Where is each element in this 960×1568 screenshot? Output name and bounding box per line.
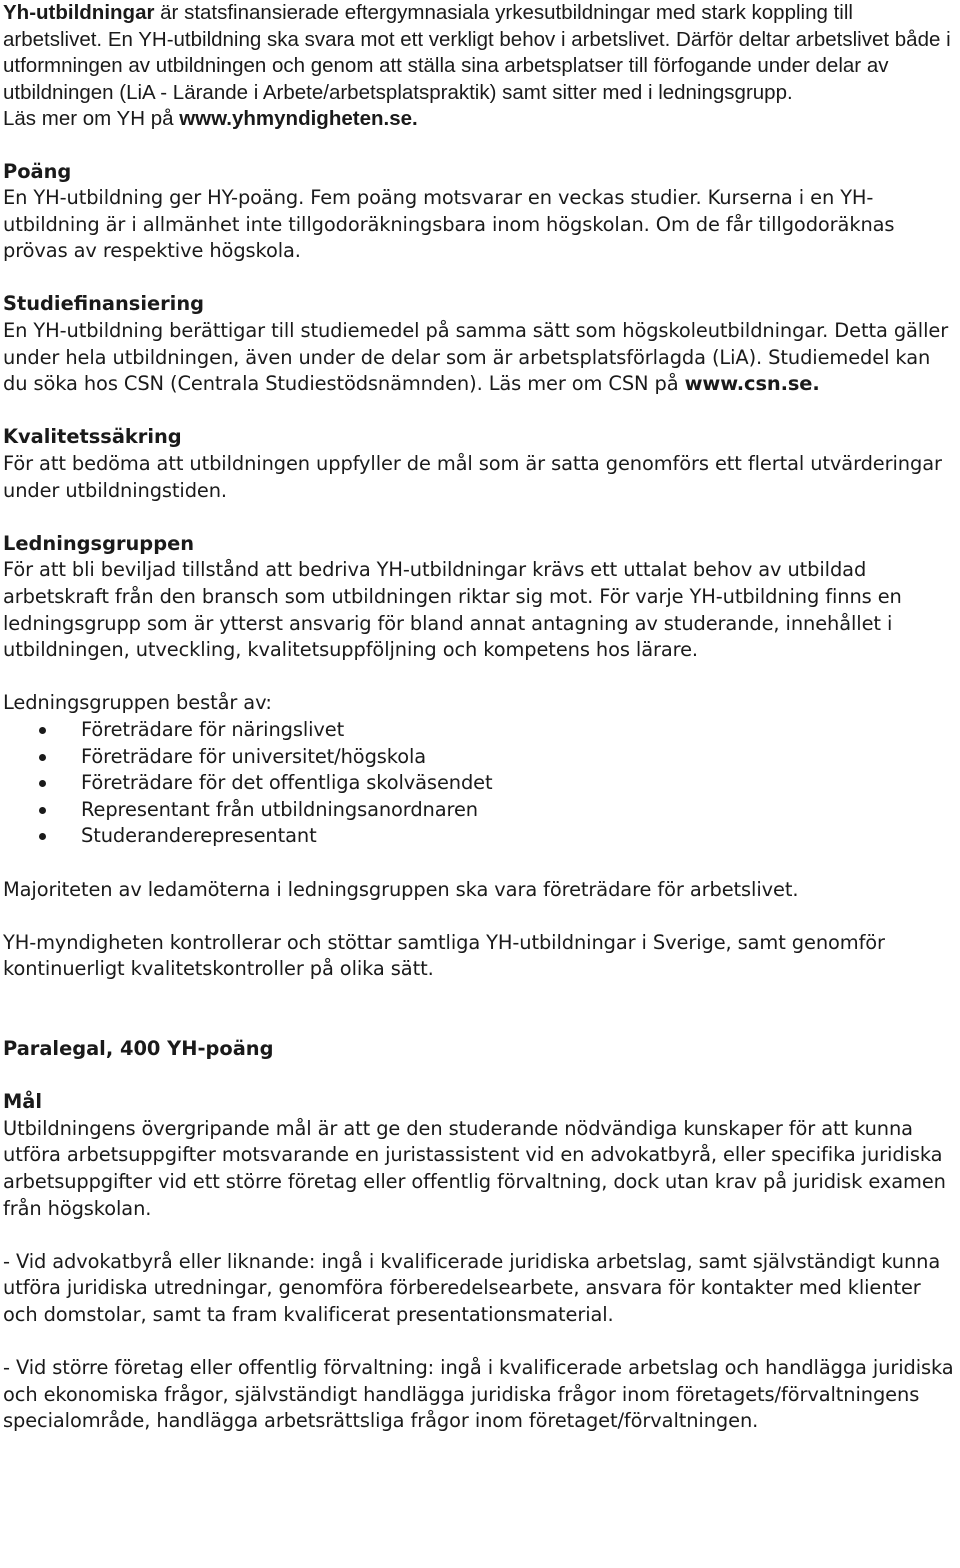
spacer (3, 1222, 957, 1249)
ledningsgruppen-text: För att bli beviljad tillstånd att bedriva YH-utbildningar krävs ett uttalat behov av utbildad arbetskraft från den bransch som utbildningen riktar sig mot. För varje YH-utbildning finns en ledningsgrupp som är ytterst ansvarig för bland annat antagning av studerande, innehållet i utbildningen, utveckling, kvalitetsuppföljning och kompetens hos lärare. (3, 558, 902, 662)
studiefinansiering-text (3, 318, 957, 398)
list-item (3, 770, 957, 797)
csn-link[interactable]: www.csn.se (684, 372, 813, 396)
spacer (3, 265, 957, 292)
intro-readmore-suffix: . (412, 107, 418, 130)
spacer (3, 983, 957, 1010)
spacer (3, 1329, 957, 1356)
spacer (3, 398, 957, 425)
spacer (3, 664, 957, 691)
poang-text: En YH-utbildning ger HY-poäng. Fem poäng motsvarar en veckas studier. Kurserna i en YH-utbildning är i allmänhet inte tillgodoräkningsbara inom högskolan. Om de får tillgodoräknas prövas av respektive högskola. (3, 186, 895, 263)
bullet-icon (39, 807, 46, 814)
studiefinansiering-suffix: . (812, 372, 820, 396)
bullet-icon (39, 833, 46, 840)
list-item-text: Representant från utbildningsanordnaren (81, 797, 478, 821)
intro-text: är statsfinansierade eftergymnasiala yrkesutbildningar med stark koppling till arbetslivet. En YH-utbildning ska svara mot ett verkligt behov i arbetslivet. Därför deltar arbetslivet både i utformningen av utbildningen och genom att ställa sina arbetsplatser till förfogande under delar av utbildningen (LiA - Lärande i Arbete/arbetsplatspraktik) samt sitter med i ledningsgrupp. (3, 1, 951, 104)
list-item (3, 744, 957, 771)
mal-heading: Mål (3, 1090, 43, 1114)
kvalitet-heading: Kvalitetssäkring (3, 425, 182, 449)
mal-advokat-text: - Vid advokatbyrå eller liknande: ingå i kvalificerade juridiska arbetslag, samt självständigt kunna utföra juridiska utredningar, genomföra förberedelsearbete, ansvara för kontakter med klienter och domstolar, samt ta fram kvalificerat presentationsmaterial. (3, 1249, 941, 1327)
bullet-icon (39, 780, 46, 787)
program-heading: Paralegal, 400 YH-poäng (3, 1037, 274, 1061)
document-page (3, 0, 957, 1435)
bullet-icon (39, 727, 46, 734)
spacer (3, 850, 957, 877)
list-item (3, 797, 957, 824)
yhmyndigheten-link[interactable]: www.yhmyndigheten.se (179, 107, 412, 130)
intro-readmore-prefix: Läs mer om YH på (3, 107, 180, 130)
spacer (3, 1010, 957, 1037)
list-item-text: Företrädare för det offentliga skolväsendet (81, 771, 493, 795)
studiefinansiering-body: En YH-utbildning berättigar till studiemedel på samma sätt som högskoleutbildningar. Detta gäller under hela utbildningen, även under de delar som är arbetsplatsförlagda (LiA). Studiemedel kan du söka hos CSN (Centrala Studiestödsnämnden). Läs mer om CSN på (3, 319, 949, 396)
list-item-text: Studeranderepresentant (81, 824, 317, 848)
list-item (3, 717, 957, 744)
poang-heading: Poäng (3, 159, 72, 183)
bullet-icon (39, 754, 46, 761)
spacer (3, 903, 957, 930)
control-text: YH-myndigheten kontrollerar och stöttar samtliga YH-utbildningar i Sverige, samt genomför kontinuerligt kvalitetskontroller på olika sätt. (3, 930, 885, 981)
list-item-text: Företrädare för näringslivet (81, 717, 345, 741)
spacer (3, 504, 957, 531)
ledningsgruppen-heading: Ledningsgruppen (3, 531, 195, 555)
kvalitet-text: För att bedöma att utbildningen uppfyller de mål som är satta genomförs ett flertal utvärderingar under utbildningstiden. (3, 452, 942, 502)
studiefinansiering-heading: Studiefinansiering (3, 292, 205, 316)
intro-lead: Yh-utbildningar (3, 1, 155, 24)
list-item (3, 823, 957, 850)
mal-foretag-text: - Vid större företag eller offentlig förvaltning: ingå i kvalificerade arbetslag och handlägga juridiska och ekonomiska frågor, självständigt handlägga juridiska frågor inom företagets/förvaltningens specialområde, handlägga arbetsrättsliga frågor inom företaget/förvaltningen. (3, 1356, 954, 1433)
list-item-text: Företrädare för universitet/högskola (81, 744, 427, 768)
ledningsgruppen-list (3, 717, 957, 850)
spacer (3, 133, 957, 159)
intro-paragraph (3, 0, 957, 106)
ledningsgruppen-list-intro: Ledningsgruppen består av: (3, 691, 272, 715)
intro-readmore (3, 106, 957, 133)
mal-text: Utbildningens övergripande mål är att ge den studerande nödvändiga kunskaper för att kunna utföra arbetsuppgifter motsvarande en juristassistent vid en advokatbyrå, eller specifika juridiska arbetsuppgifter vid ett större företag eller offentlig förvaltning, dock utan krav på juridisk examen från högskolan. (3, 1116, 946, 1220)
spacer (3, 1063, 957, 1090)
majority-text: Majoriteten av ledamöterna i ledningsgruppen ska vara företrädare för arbetslivet. (3, 877, 799, 901)
